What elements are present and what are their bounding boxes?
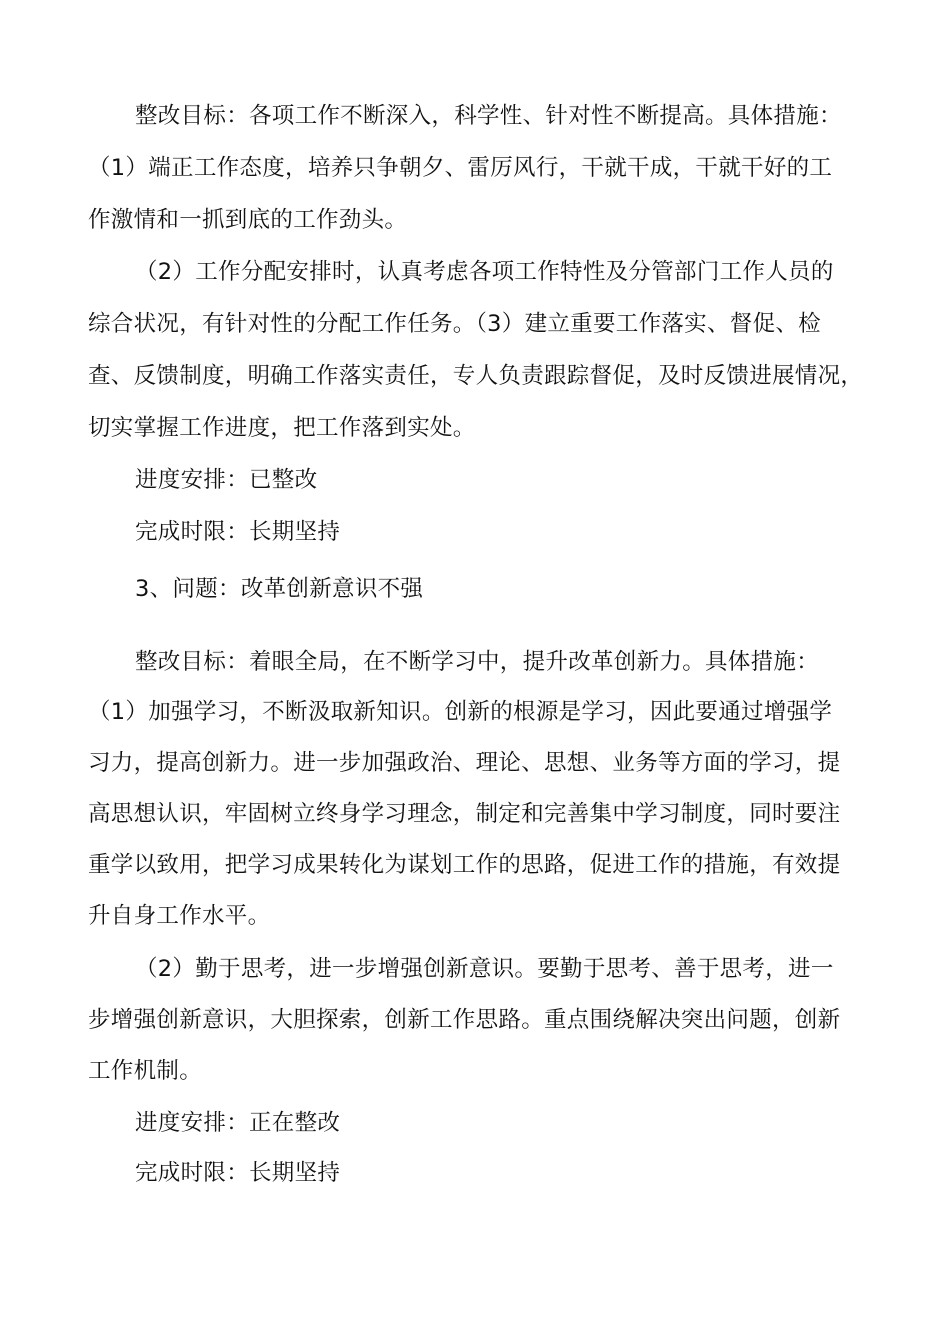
paragraph-line: （2）勤于思考，进一步增强创新意识。要勤于思考、善于思考，进一 xyxy=(135,956,834,982)
paragraph-line: 整改目标：各项工作不断深入，科学性、针对性不断提高。具体措施： xyxy=(135,103,842,129)
paragraph-line: 查、反馈制度，明确工作落实责任，专人负责跟踪督促，及时反馈进展情况， xyxy=(88,363,864,389)
paragraph-line: 切实掌握工作进度，把工作落到实处。 xyxy=(88,415,476,441)
paragraph-line: 重学以致用，把学习成果转化为谋划工作的思路，促进工作的措施，有效提 xyxy=(88,852,841,878)
paragraph-line: （1）加强学习，不断汲取新知识。创新的根源是学习，因此要通过增强学 xyxy=(88,699,833,725)
deadline-line: 完成时限：长期坚持 xyxy=(135,519,341,545)
paragraph-line: （1）端正工作态度，培养只争朝夕、雷厉风行，干就干成，干就干好的工 xyxy=(88,155,833,181)
paragraph-line: 整改目标：着眼全局，在不断学习中，提升改革创新力。具体措施： xyxy=(135,649,820,675)
deadline-line: 完成时限：长期坚持 xyxy=(135,1160,341,1186)
paragraph-line: （2）工作分配安排时，认真考虑各项工作特性及分管部门工作人员的 xyxy=(135,259,834,285)
progress-line: 进度安排：已整改 xyxy=(135,467,318,493)
paragraph-line: 工作机制。 xyxy=(88,1058,203,1084)
paragraph-line: 作激情和一抓到底的工作劲头。 xyxy=(88,207,408,233)
paragraph-line: 习力，提高创新力。进一步加强政治、理论、思想、业务等方面的学习，提 xyxy=(88,750,841,776)
section-heading: 3、问题：改革创新意识不强 xyxy=(135,576,424,602)
progress-line: 进度安排：正在整改 xyxy=(135,1110,341,1136)
paragraph-line: 综合状况，有针对性的分配工作任务。（3）建立重要工作落实、督促、检 xyxy=(88,311,821,337)
paragraph-line: 高思想认识，牢固树立终身学习理念，制定和完善集中学习制度，同时要注 xyxy=(88,801,841,827)
paragraph-line: 升自身工作水平。 xyxy=(88,903,271,929)
paragraph-line: 步增强创新意识，大胆探索，创新工作思路。重点围绕解决突出问题，创新 xyxy=(88,1007,841,1033)
